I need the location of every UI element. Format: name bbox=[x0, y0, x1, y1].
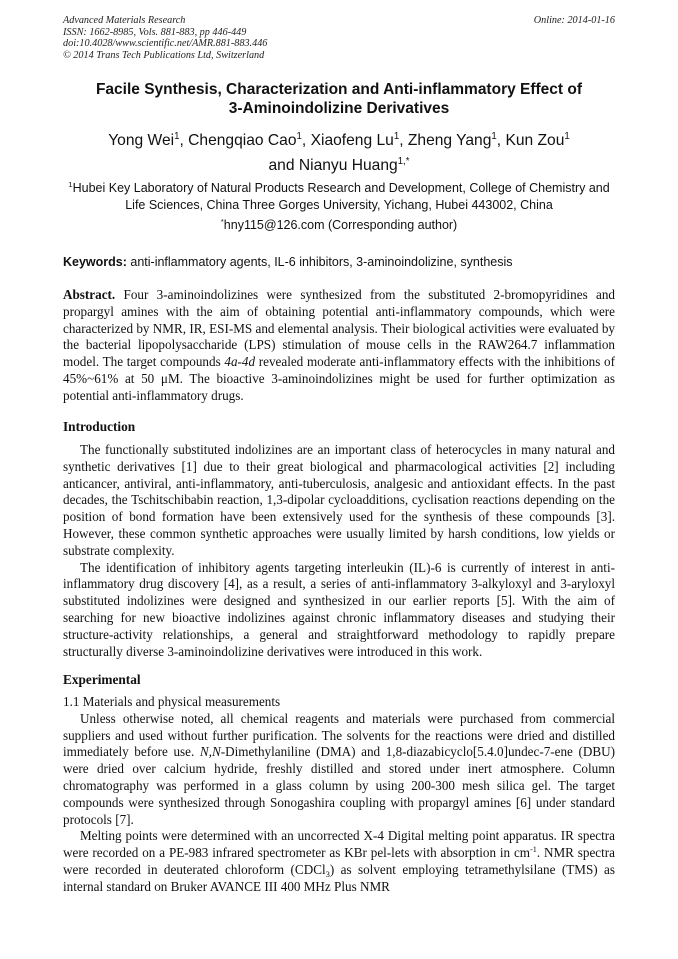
abstract-label: Abstract. bbox=[63, 287, 116, 302]
affiliation-text-1: Hubei Key Laboratory of Natural Products Research and Development, College of Chemistry and bbox=[72, 181, 610, 195]
title-line-2: 3-Aminoindolizine Derivatives bbox=[228, 100, 450, 117]
introduction-paragraph-1: The functionally substituted indolizines are an important class of heterocycles in many natural and synthetic derivatives [1] due to their great biological and pharmacological activities [2] including anticancer, antiviral, anti-inflammatory, anti-tuberculosis, analgesic and antioxidant effects. In the past decades, the Tschitschibabin reaction, 1,3-dipolar cycloadditions, cyclisation reactions depending on the position of bond formation have been extensively used for the synthesis of these compounds [3]. However, these common synthetic approaches were usually limited by harsh conditions, low yields or substrate complexity. bbox=[63, 442, 615, 558]
exp-p1-a: Unless otherwise noted, all chemical reagents and materials were purchased from commercial suppliers and used without further purification. The solvents for the reactions were dried and distilled immediately before use. bbox=[63, 710, 615, 760]
author-affil-mark: 1 bbox=[296, 131, 302, 143]
author-name: Nianyu Huang bbox=[298, 157, 398, 174]
abstract bbox=[63, 287, 615, 405]
paper-title bbox=[60, 80, 618, 118]
affiliation-line-1 bbox=[60, 180, 618, 197]
title-line-1: Facile Synthesis, Characterization and Anti-inflammatory Effect of bbox=[95, 81, 583, 98]
email-text: hny115@126.com (Corresponding author) bbox=[223, 218, 458, 232]
author-affil-mark: 1 bbox=[393, 131, 400, 143]
author-affil-mark: 1 bbox=[491, 131, 497, 143]
author-line-1: Yong Wei$^1$, Chengqiao Cao$^1$, Xiaofeng Lu$^1$, Zheng Yang$^1$, Kun Zou$^1$ bbox=[108, 131, 570, 149]
keywords-label: Keywords: bbox=[63, 255, 127, 269]
author-list bbox=[60, 128, 618, 178]
corresponding-email bbox=[60, 217, 618, 234]
issn-line: ISSN: 1662-8985, Vols. 881-883, pp 446-449 bbox=[63, 26, 247, 38]
author-name: Zheng Yang bbox=[407, 132, 492, 149]
author-affil-mark: 1 bbox=[174, 131, 180, 143]
author-name: Xiaofeng Lu bbox=[310, 132, 394, 149]
exp-p2-c: ) as solvent employing tetramethylsilane (TMS) as internal standard on Bruker AVANCE III 400 MHz Plus NMR bbox=[63, 861, 615, 894]
doi-line: doi:10.4028/www.scientific.net/AMR.881-883.446 bbox=[63, 38, 268, 50]
copyright-line: © 2014 Trans Tech Publications Ltd, Switzerland bbox=[63, 49, 265, 61]
exp-p2-sub: 3 bbox=[325, 868, 330, 879]
experimental-subheading: 1.1 Materials and physical measurements bbox=[63, 694, 281, 709]
online-date: Online: 2014-01-16 bbox=[533, 15, 615, 26]
journal-name: Advanced Materials Research bbox=[63, 15, 186, 26]
author-affil-mark: 1,* bbox=[397, 156, 410, 168]
abstract-compounds: 4a-4d bbox=[224, 354, 256, 370]
abstract-text-b: revealed moderate anti-inflammatory effects with the inhibitions of 45%~61% at 50 μM. The bioactive 3-aminoindolizines might be used for further optimization as potential anti-inflammatory drugs. bbox=[63, 354, 615, 403]
abstract-paragraph bbox=[63, 287, 615, 405]
exp-p2-b: . NMR spectra were recorded in deuterated chloroform (CDCl bbox=[63, 845, 615, 877]
affiliation-mark: 1 bbox=[68, 180, 73, 190]
exp-p1-b: -Dimethylaniline (DMA) and 1,8-diazabicyclo[5.4.0]undec-7-ene (DBU) were dried over calcium hydride, freshly distilled and stored under inert atmosphere. Column chromatography was performed in a glass column by using 200-300 mesh silica gel. The target compounds were synthesized through Sonogashira coupling with propargyl amines [6] under standard protocols [7]. bbox=[63, 744, 615, 827]
introduction-body bbox=[63, 442, 615, 660]
author-name: Yong Wei bbox=[108, 132, 175, 149]
author-name: Chengqiao Cao bbox=[188, 132, 297, 149]
exp-p1-italic: N,N bbox=[199, 744, 221, 760]
experimental-paragraph-2 bbox=[63, 828, 615, 895]
author-name: Kun Zou bbox=[505, 132, 565, 149]
authors-and: and bbox=[268, 157, 295, 174]
experimental-body bbox=[63, 694, 615, 896]
experimental-heading: Experimental bbox=[63, 672, 141, 687]
introduction-heading: Introduction bbox=[63, 419, 136, 434]
abstract-text-a: Four 3-aminoindolizines were synthesized from the substituted 2-bromopyridines and propargyl amines with the aim of obtaining potential anti-inflammatory compounds, which were characterized by NMR, IR, ESI-MS and elemental analysis. Their biological activities were evaluated by the bacterial lipopolysaccharide (LPS) stimulation of mouse cells in the RAW264.7 inflammation model. The target compounds bbox=[63, 287, 615, 370]
exp-p2-a: Melting points were determined with an uncorrected X-4 Digital melting point apparatus. IR spectra were recorded on a PE-983 infrared spectrometer as KBr pel-lets with absorption in cm bbox=[63, 828, 615, 861]
keywords-text: anti-inflammatory agents, IL-6 inhibitors, 3-aminoindolizine, synthesis bbox=[126, 255, 513, 269]
journal-header bbox=[63, 15, 267, 61]
author-affil-mark: 1 bbox=[564, 131, 570, 143]
affiliation bbox=[60, 180, 618, 214]
email-mark: * bbox=[220, 217, 224, 227]
introduction-paragraph-2: The identification of inhibitory agents targeting interleukin (IL)-6 is currently of interest in anti-inflammatory drug discovery [4], as a result, a series of anti-inflammatory 3-alkyloxyl and 3-aryloxyl substituted indolizines were designed and synthesized in our earlier reports [5]. With the aim of searching for new bioactive indolizines against chronic inflammatory diseases and studying their structure-activity relationships, a general and straightforward methodology to rapidly prepare structurally diverse 3-aminoindolizine derivatives were introduced in this work. bbox=[63, 559, 615, 659]
keywords bbox=[63, 254, 615, 271]
exp-p2-sup: -1 bbox=[530, 845, 537, 855]
affiliation-text-2: Life Sciences, China Three Gorges University, Yichang, Hubei 443002, China bbox=[125, 198, 553, 212]
experimental-paragraph-1 bbox=[63, 711, 615, 829]
author-line-2 bbox=[60, 153, 618, 178]
